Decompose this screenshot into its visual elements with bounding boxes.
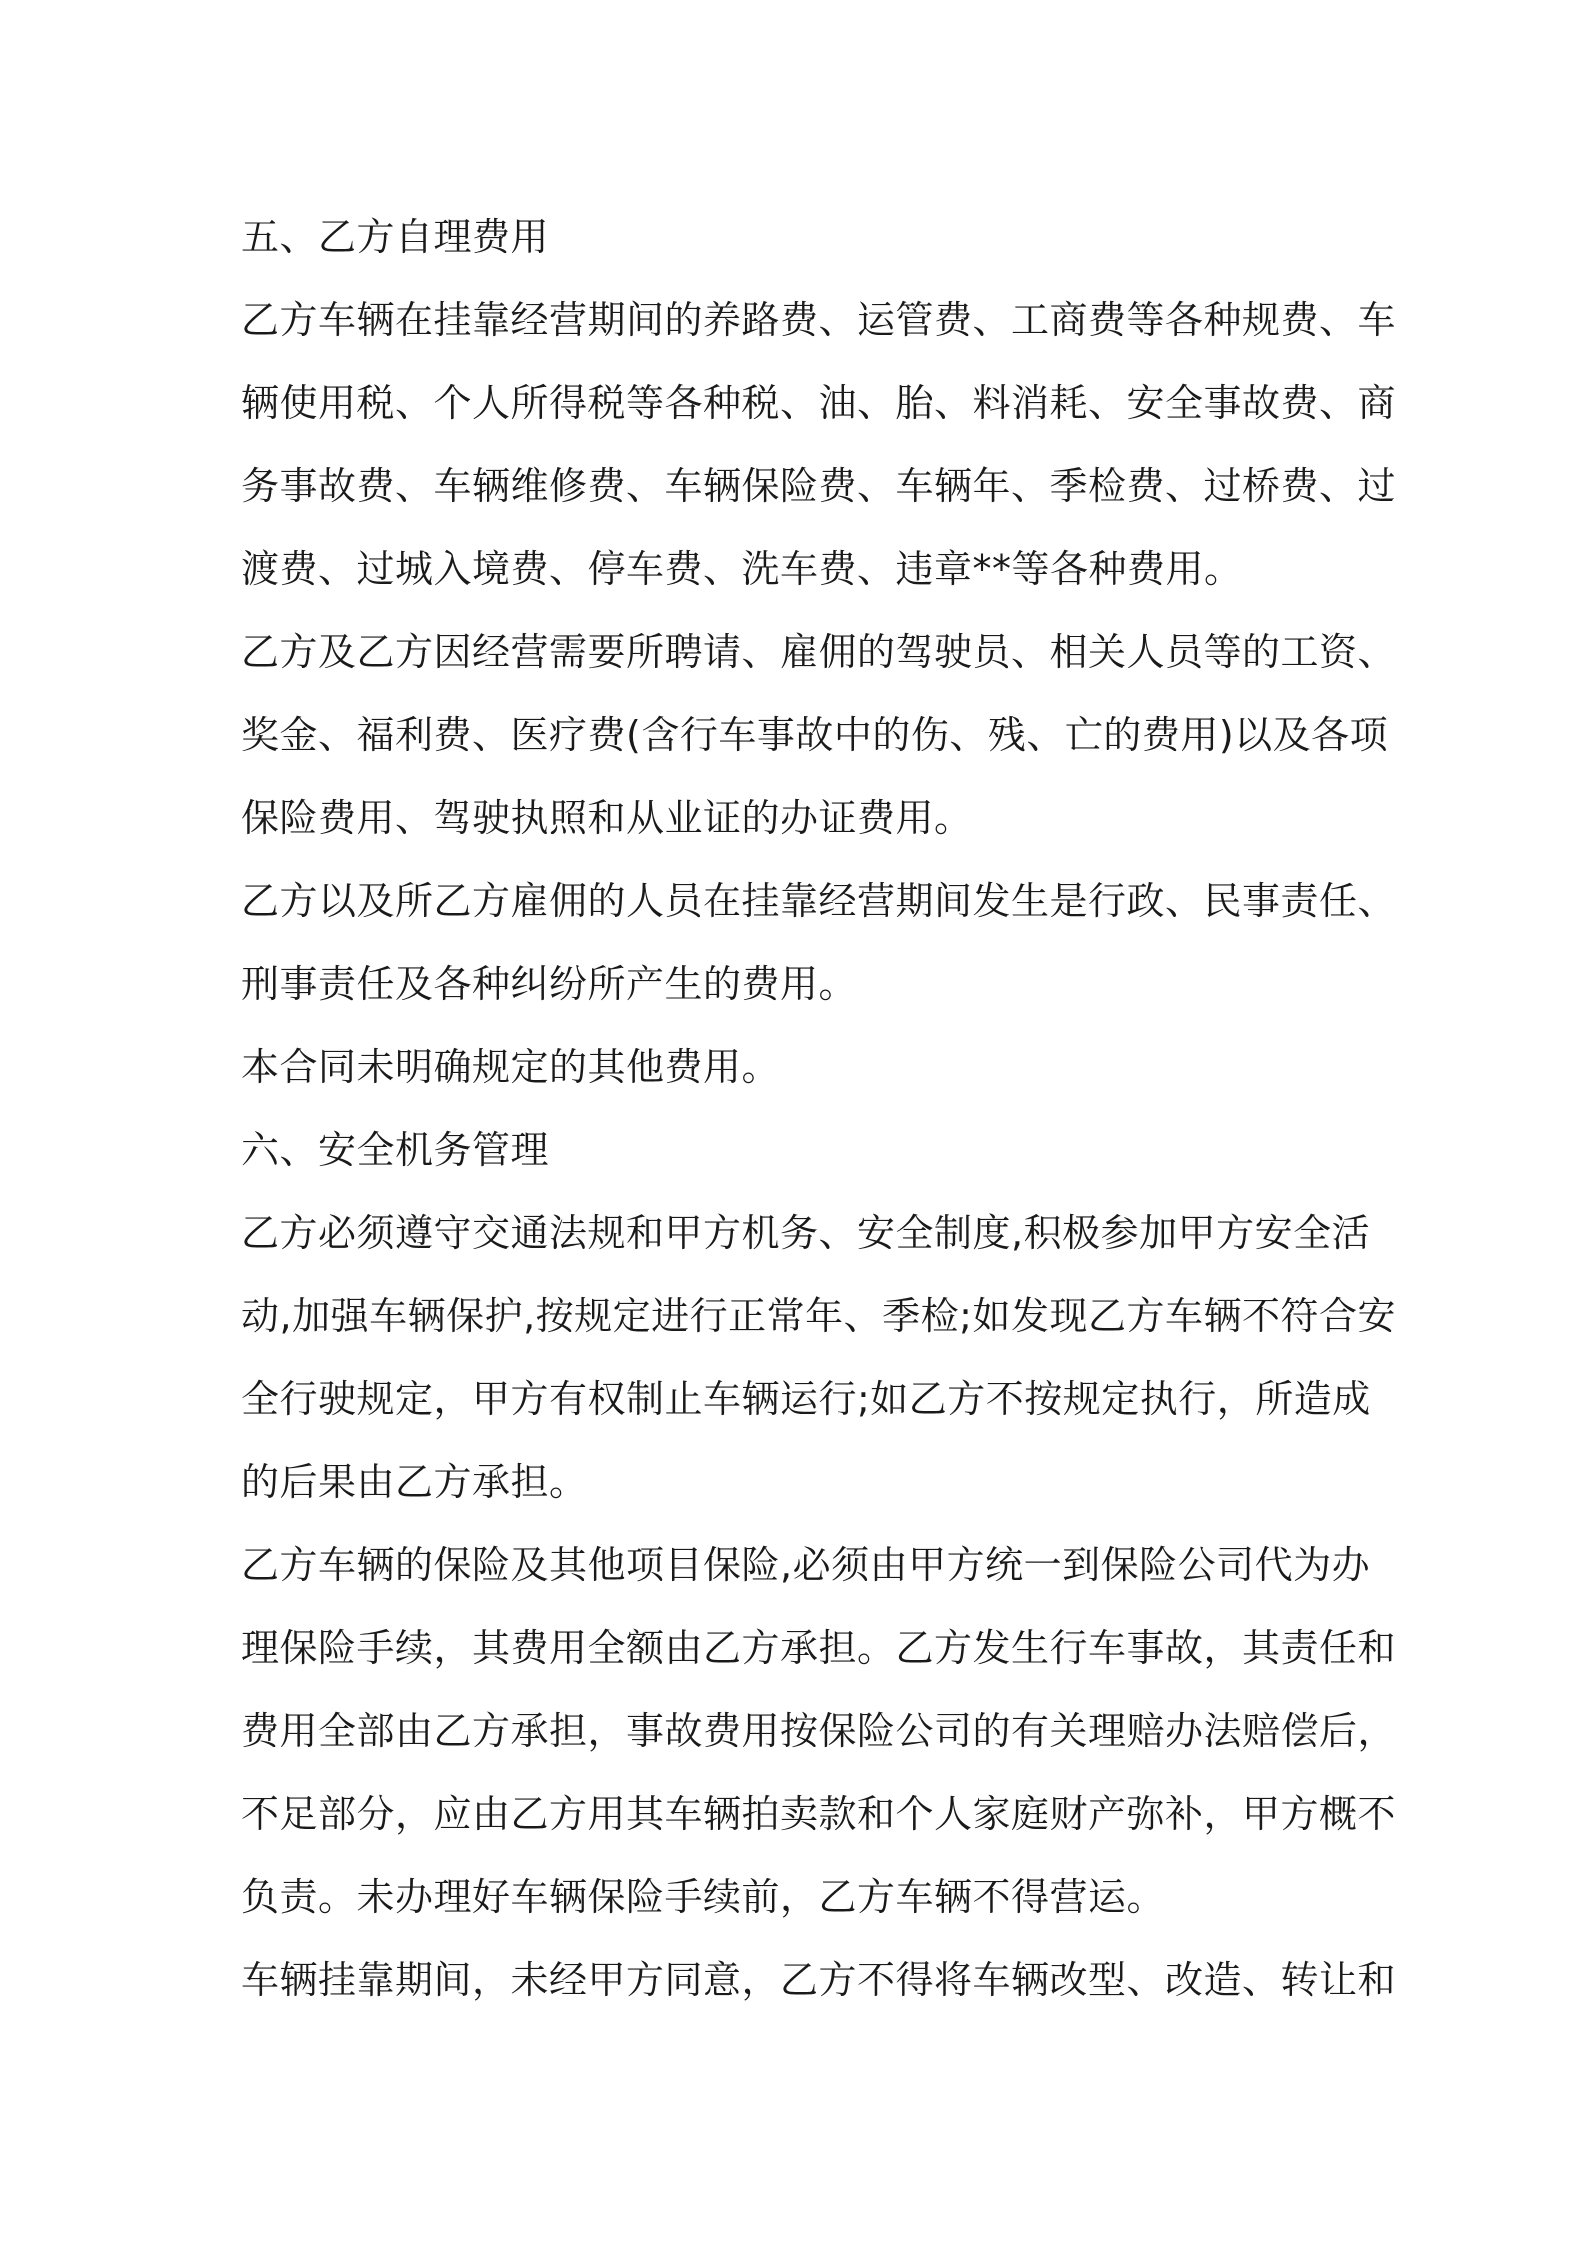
text-line: 乙方车辆的保险及其他项目保险,必须由甲方统一到保险公司代为办 (241, 1543, 1371, 1587)
section-5-paragraph-4 (241, 1026, 1361, 1109)
text-line: 全行驶规定，甲方有权制止车辆运行;如乙方不按规定执行，所造成 (241, 1377, 1371, 1421)
text-line: 负责。未办理好车辆保险手续前，乙方车辆不得营运。 (241, 1875, 1166, 1919)
section-6-paragraph-2 (241, 1524, 1397, 1939)
text-line: 费用全部由乙方承担，事故费用按保险公司的有关理赔办法赔偿后， (241, 1709, 1397, 1753)
text-line: 乙方必须遵守交通法规和甲方机务、安全制度,积极参加甲方安全活 (241, 1211, 1371, 1255)
text-line: 车辆挂靠期间，未经甲方同意，乙方不得将车辆改型、改造、转让和 (241, 1958, 1397, 2002)
section-6-heading: 六、安全机务管理 (241, 1128, 550, 1172)
text-line: 理保险手续，其费用全额由乙方承担。乙方发生行车事故，其责任和 (241, 1626, 1397, 1670)
text-line: 奖金、福利费、医疗费(含行车事故中的伤、残、亡的费用)以及各项 (241, 713, 1389, 757)
section-6-paragraph-3 (241, 1939, 1397, 2022)
text-line: 本合同未明确规定的其他费用。 (241, 1045, 781, 1089)
text-line: 乙方及乙方因经营需要所聘请、雇佣的驾驶员、相关人员等的工资、 (241, 630, 1397, 674)
text-line: 动,加强车辆保护,按规定进行正常年、季检;如发现乙方车辆不符合安 (241, 1294, 1396, 1338)
text-line: 渡费、过城入境费、停车费、洗车费、违章**等各种费用。 (241, 547, 1243, 591)
section-5-paragraph-3 (241, 860, 1397, 1026)
text-line: 辆使用税、个人所得税等各种税、油、胎、料消耗、安全事故费、商 (241, 381, 1397, 425)
document-body (241, 196, 1397, 2022)
text-line: 乙方车辆在挂靠经营期间的养路费、运管费、工商费等各种规费、车 (241, 298, 1397, 342)
text-line: 刑事责任及各种纠纷所产生的费用。 (241, 962, 858, 1006)
section-5-heading: 五、乙方自理费用 (241, 215, 550, 259)
text-line: 务事故费、车辆维修费、车辆保险费、车辆年、季检费、过桥费、过 (241, 464, 1397, 508)
section-6-paragraph-1 (241, 1192, 1396, 1524)
text-line: 乙方以及所乙方雇佣的人员在挂靠经营期间发生是行政、民事责任、 (241, 879, 1397, 923)
text-line: 的后果由乙方承担。 (241, 1460, 588, 1504)
text-line: 保险费用、驾驶执照和从业证的办证费用。 (241, 796, 973, 840)
section-5-paragraph-2 (241, 611, 1397, 860)
section-5-paragraph-1 (241, 279, 1397, 611)
text-line: 不足部分，应由乙方用其车辆拍卖款和个人家庭财产弥补，甲方概不 (241, 1792, 1397, 1836)
